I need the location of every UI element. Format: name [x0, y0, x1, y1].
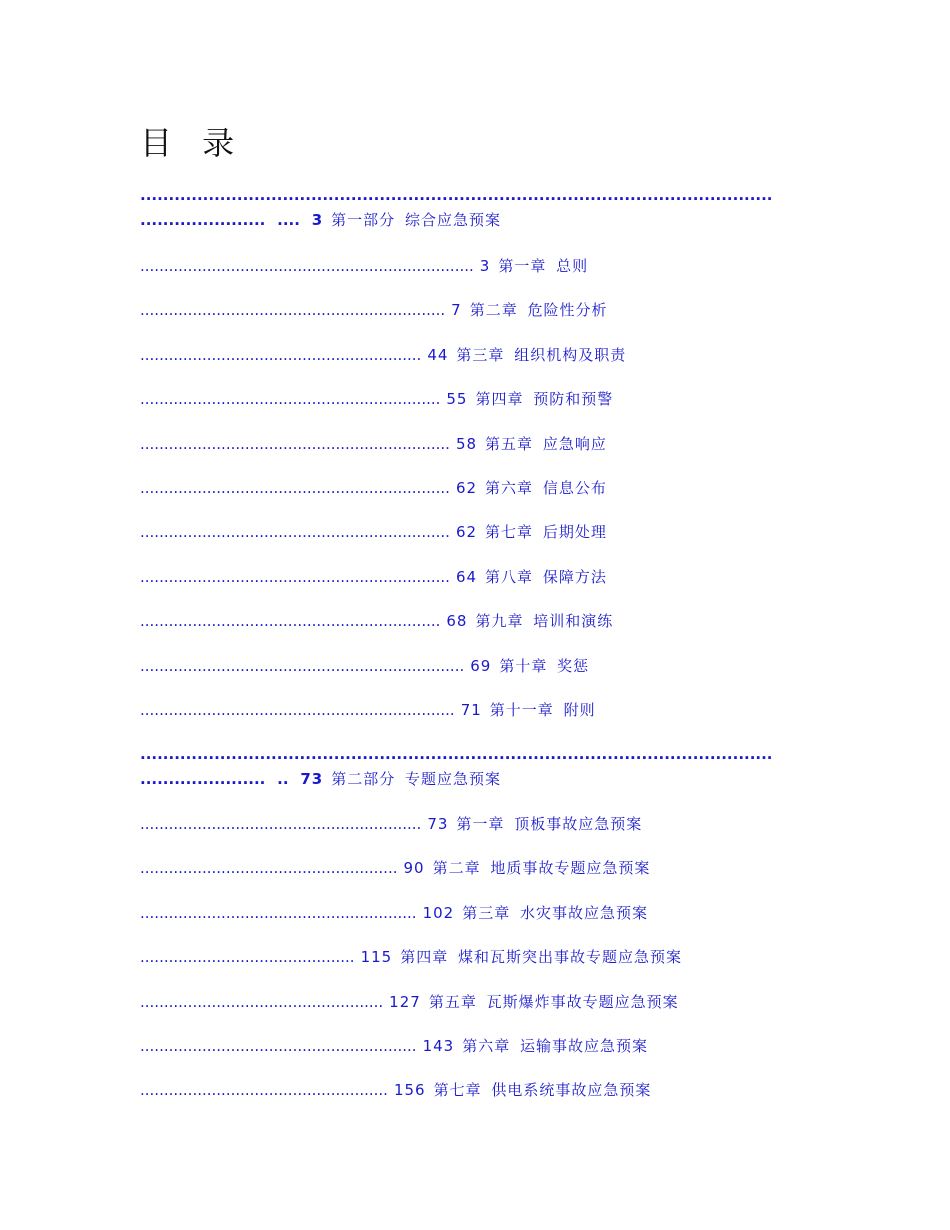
page-number: 62: [455, 523, 478, 542]
leader-dots: ..........................................................: [140, 1037, 417, 1055]
part1-leader-dots: ...............................................................................................................: [140, 186, 773, 204]
toc-entry[interactable]: [140, 610, 613, 631]
chapter-label: 第一章: [456, 815, 505, 833]
toc-entry-part2[interactable]: [140, 768, 501, 789]
page-number: 127: [389, 992, 421, 1011]
chapter-title: 奖惩: [557, 656, 590, 675]
toc-entry[interactable]: [140, 344, 626, 365]
leader-dots: ......................................................: [140, 859, 398, 878]
chapter-label: 第五章: [428, 992, 477, 1011]
page-number: 102: [422, 903, 455, 922]
leader-dots: .............................................: [140, 948, 355, 967]
chapter-label: 第五章: [485, 434, 534, 453]
chapter-label: 第十一章: [489, 701, 554, 719]
part2-page-number: 73: [300, 770, 324, 788]
chapter-title: 供电系统事故应急预案: [491, 1081, 652, 1100]
chapter-label: 第四章: [475, 390, 524, 409]
chapter-title: 信息公布: [542, 479, 607, 497]
leader-dots: ...................................................: [140, 992, 384, 1011]
chapter-title: 培训和演练: [533, 612, 614, 631]
chapter-label: 第七章: [485, 523, 534, 542]
leader-dots: ......................................................................: [140, 257, 474, 275]
part2-name: 专题应急预案: [405, 770, 502, 788]
chapter-label: 第三章: [462, 903, 511, 922]
page-number: 73: [427, 815, 449, 833]
part1-label: 第一部分: [331, 211, 396, 229]
part1-dots-line[interactable]: [140, 186, 773, 204]
chapter-title: 组织机构及职责: [514, 345, 627, 364]
page-number: 7: [451, 301, 462, 320]
leader-dots: .................................................................: [140, 479, 450, 497]
page-number: 90: [403, 859, 425, 878]
leader-dots: ...............................................................: [140, 390, 441, 409]
toc-entry[interactable]: [140, 299, 608, 320]
part2-leader-dots-2: ......................: [140, 770, 266, 788]
page-number: 55: [446, 390, 468, 409]
part2-dots-line[interactable]: [140, 745, 773, 763]
chapter-title: 地质事故专题应急预案: [490, 859, 651, 878]
part2-leader-dots: ...............................................................................................................: [140, 745, 773, 763]
part1-leader-dots-3: ....: [277, 211, 300, 229]
toc-entry[interactable]: [140, 388, 613, 409]
toc-entry[interactable]: [140, 521, 607, 542]
page-title: 目 录: [140, 124, 245, 162]
leader-dots: .................................................................: [140, 523, 450, 542]
part2-leader-dots-3: ..: [277, 770, 289, 788]
toc-entry[interactable]: [140, 1035, 648, 1056]
chapter-title: 运输事故应急预案: [520, 1037, 649, 1055]
part2-label: 第二部分: [331, 770, 396, 788]
leader-dots: ...........................................................: [140, 345, 422, 364]
chapter-title: 应急响应: [542, 434, 607, 453]
toc-entry-part1[interactable]: [140, 209, 501, 230]
chapter-label: 第六章: [462, 1037, 511, 1055]
toc-entry[interactable]: [140, 433, 607, 454]
part1-name: 综合应急预案: [404, 211, 501, 229]
toc-entry[interactable]: [140, 991, 679, 1012]
chapter-label: 第二章: [469, 301, 518, 320]
toc-entry[interactable]: [140, 902, 648, 923]
toc-entry[interactable]: [140, 946, 682, 967]
leader-dots: ..........................................................: [140, 903, 417, 922]
leader-dots: ...........................................................: [140, 815, 422, 833]
chapter-label: 第八章: [485, 567, 534, 586]
chapter-label: 第九章: [475, 612, 524, 631]
chapter-title: 煤和瓦斯突出事故专题应急预案: [458, 948, 683, 967]
chapter-title: 瓦斯爆炸事故专题应急预案: [486, 992, 679, 1011]
page-number: 64: [455, 567, 478, 586]
toc-entry[interactable]: [140, 477, 607, 498]
toc-entry[interactable]: [140, 699, 596, 720]
chapter-label: 第二章: [432, 859, 481, 878]
chapter-title: 后期处理: [542, 523, 607, 542]
leader-dots: ...............................................................: [140, 612, 441, 631]
toc-entry[interactable]: [140, 813, 642, 834]
part1-leader-dots-2: ......................: [140, 211, 266, 229]
page-number: 115: [360, 948, 393, 967]
chapter-title: 顶板事故应急预案: [514, 815, 643, 833]
chapter-title: 附则: [563, 701, 596, 719]
toc-entry[interactable]: [140, 255, 588, 276]
leader-dots: .................................................................: [140, 567, 450, 586]
toc-entry[interactable]: [140, 655, 589, 676]
chapter-title: 危险性分析: [527, 301, 608, 320]
chapter-title: 水灾事故应急预案: [520, 903, 649, 922]
leader-dots: .................................................................: [140, 434, 450, 453]
page-number: 44: [427, 345, 449, 364]
chapter-title: 预防和预警: [533, 390, 614, 409]
chapter-title: 保障方法: [542, 567, 607, 586]
page-number: 69: [470, 656, 492, 675]
leader-dots: ....................................................................: [140, 656, 465, 675]
part1-page-number: 3: [311, 211, 324, 229]
leader-dots: ....................................................: [140, 1081, 388, 1100]
toc-entry[interactable]: [140, 857, 650, 878]
chapter-label: 第一章: [498, 257, 547, 275]
chapter-label: 第七章: [433, 1081, 482, 1100]
page-number: 62: [455, 479, 478, 497]
toc-entry[interactable]: [140, 566, 607, 587]
toc-entry[interactable]: [140, 1079, 651, 1100]
chapter-label: 第六章: [485, 479, 534, 497]
chapter-title: 总则: [556, 257, 589, 275]
leader-dots: ................................................................: [140, 301, 446, 320]
leader-dots: ..................................................................: [140, 701, 455, 719]
page-number: 3: [479, 257, 491, 275]
page-number: 143: [422, 1037, 455, 1055]
chapter-label: 第十章: [499, 656, 548, 675]
page-number: 58: [455, 434, 478, 453]
page-number: 156: [393, 1081, 426, 1100]
chapter-label: 第四章: [400, 948, 449, 967]
page-number: 68: [446, 612, 468, 631]
chapter-label: 第三章: [456, 345, 505, 364]
page-number: 71: [460, 701, 482, 719]
